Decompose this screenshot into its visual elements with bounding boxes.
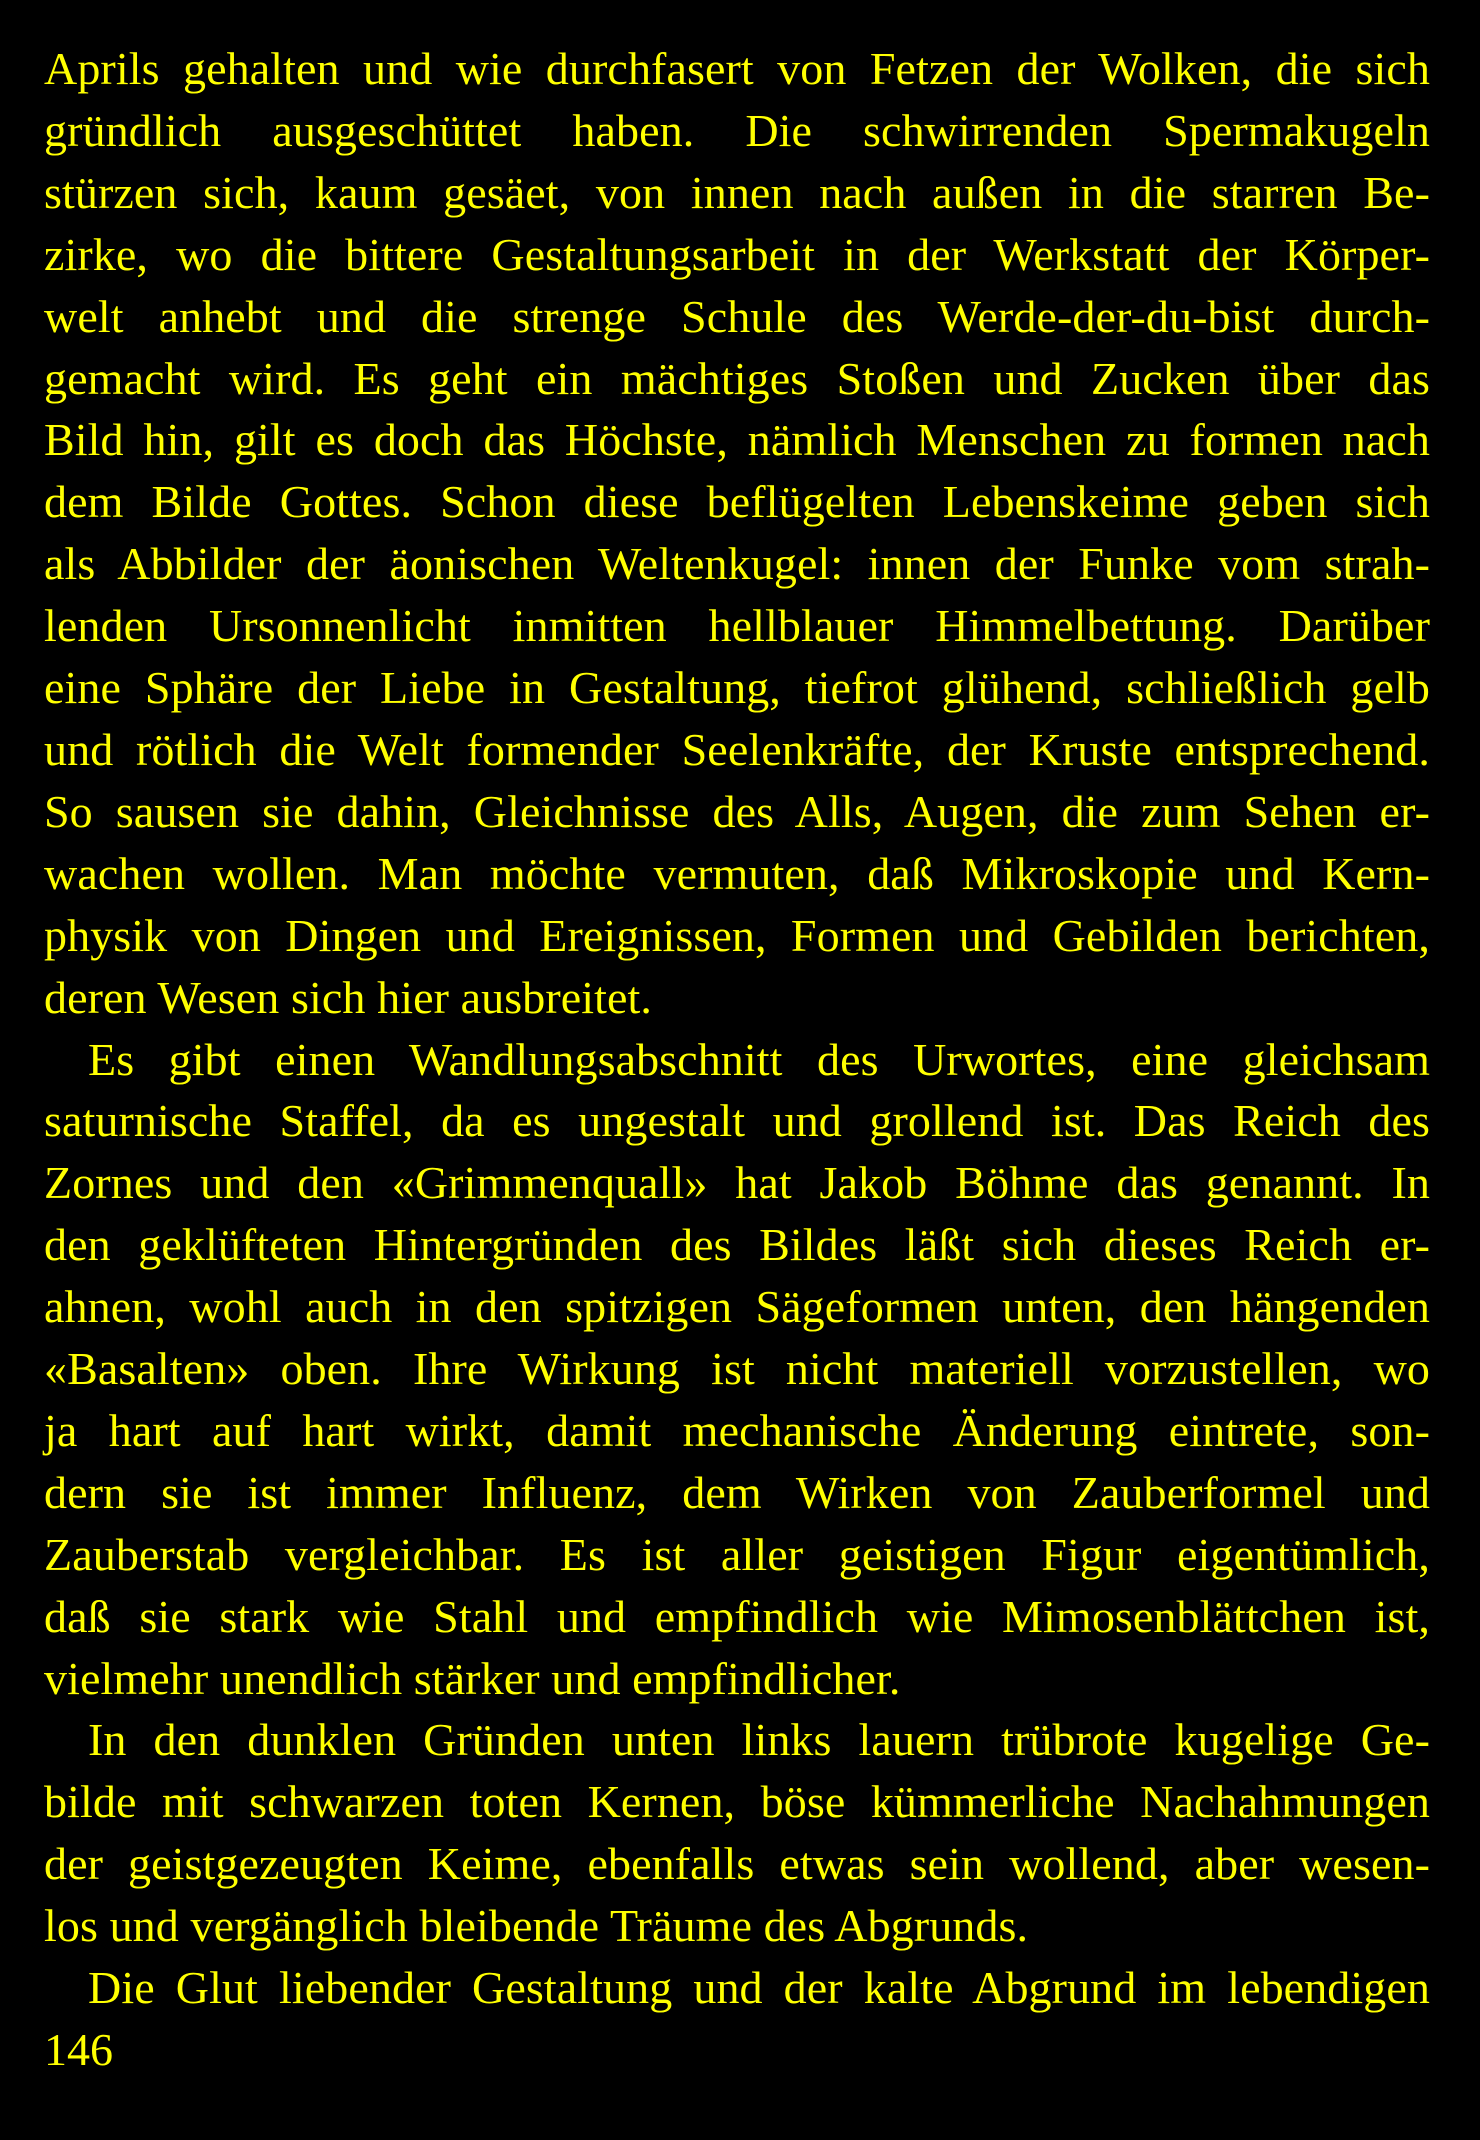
text-line: eine Sphäre der Liebe in Gestaltung, tiefrot glühend, schließlich gelb [44, 662, 1430, 714]
text-line: Die Glut liebender Gestaltung und der kalte Abgrund im lebendigen [88, 1962, 1430, 2014]
text-line: daß sie stark wie Stahl und empfindlich wie Mimosenblättchen ist, [44, 1590, 1430, 1642]
paragraph [44, 1029, 1430, 1710]
text-line: lenden Ursonnenlicht inmitten hellblauer Himmelbettung. Darüber [44, 600, 1430, 652]
text-line: In den dunklen Gründen unten links lauern trübrote kugelige Ge- [88, 1714, 1430, 1766]
text-line: saturnische Staffel, da es ungestalt und grollend ist. Das Reich des [44, 1095, 1430, 1147]
text-line: bilde mit schwarzen toten Kernen, böse kümmerliche Nachahmungen [44, 1776, 1430, 1828]
text-line: zirke, wo die bittere Gestaltungsarbeit in der Werkstatt der Körper- [44, 228, 1430, 280]
text-line: der geistgezeugten Keime, ebenfalls etwas sein wollend, aber wesen- [44, 1838, 1430, 1890]
text-line: den geklüfteten Hintergründen des Bildes läßt sich dieses Reich er- [44, 1219, 1430, 1271]
text-line: ja hart auf hart wirkt, damit mechanische Änderung eintrete, son- [44, 1404, 1430, 1456]
text-line: dem Bilde Gottes. Schon diese beflügelten Lebenskeime geben sich [44, 476, 1430, 528]
text-line: los und vergänglich bleibende Träume des Abgrunds. [44, 1900, 1029, 1952]
text-line: gemacht wird. Es geht ein mächtiges Stoßen und Zucken über das [44, 352, 1430, 404]
text-line: gründlich ausgeschüttet haben. Die schwirrenden Spermakugeln [44, 104, 1430, 156]
text-line: wachen wollen. Man möchte vermuten, daß Mikroskopie und Kern- [44, 847, 1430, 899]
text-line: So sausen sie dahin, Gleichnisse des Alls, Augen, die zum Sehen er- [44, 785, 1430, 837]
text-line: Bild hin, gilt es doch das Höchste, nämlich Menschen zu formen nach [44, 414, 1430, 466]
text-line: Zornes und den «Grimmenquall» hat Jakob Böhme das genannt. In [44, 1157, 1430, 1209]
text-line: stürzen sich, kaum gesäet, von innen nach außen in die starren Be- [44, 166, 1430, 218]
text-line: deren Wesen sich hier ausbreitet. [44, 971, 653, 1023]
paragraph [44, 1709, 1430, 1957]
text-line: dern sie ist immer Influenz, dem Wirken von Zauberformel und [44, 1466, 1430, 1518]
text-line: physik von Dingen und Ereignissen, Formen und Gebilden berichten, [44, 909, 1430, 961]
body-text [44, 38, 1430, 2019]
text-line: vielmehr unendlich stärker und empfindlicher. [44, 1652, 901, 1704]
text-line: Aprils gehalten und wie durchfasert von Fetzen der Wolken, die sich [44, 43, 1430, 94]
text-line: Es gibt einen Wandlungsabschnitt des Urwortes, eine gleichsam [88, 1033, 1430, 1085]
paragraph [44, 1957, 1430, 2019]
text-line: als Abbilder der äonischen Weltenkugel: innen der Funke vom strah- [44, 538, 1430, 590]
paragraph [44, 38, 1430, 1029]
text-line: «Basalten» oben. Ihre Wirkung ist nicht materiell vorzustellen, wo [44, 1343, 1430, 1395]
text-line: welt anhebt und die strenge Schule des Werde-der-du-bist durch- [44, 290, 1430, 342]
text-line: Zauberstab vergleichbar. Es ist aller geistigen Figur eigentümlich, [44, 1528, 1430, 1580]
text-line: und rötlich die Welt formender Seelenkräfte, der Kruste entsprechend. [44, 723, 1430, 775]
page-number: 146 [44, 2024, 113, 2075]
text-line: ahnen, wohl auch in den spitzigen Sägeformen unten, den hängenden [44, 1281, 1430, 1333]
